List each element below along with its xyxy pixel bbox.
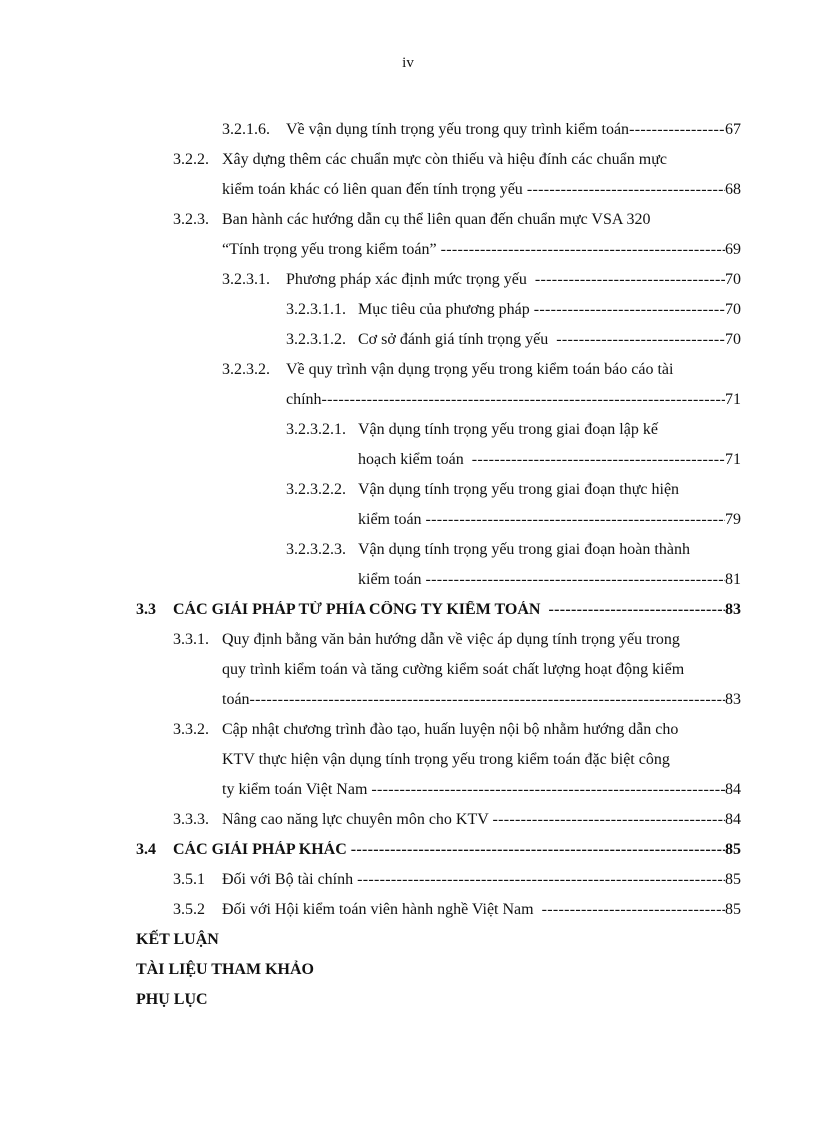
toc-title: quy trình kiểm toán và tăng cường kiểm soát chất lượng hoạt động kiểm (222, 661, 685, 678)
toc-number: 3.2.3. (173, 211, 209, 228)
toc-page: 85 (725, 871, 741, 888)
toc-entry[interactable] (0, 806, 816, 836)
toc-entry[interactable] (0, 326, 816, 356)
toc-page: 84 (725, 781, 741, 798)
toc-number: 3.2.3.2.3. (286, 541, 346, 558)
page-number: iv (402, 55, 414, 71)
leader-dots (629, 121, 725, 139)
leader-dots (371, 781, 725, 799)
toc-title: Phương pháp xác định mức trọng yếu (286, 271, 535, 288)
toc-section-references[interactable] (0, 956, 816, 986)
toc-number: 3.3 (136, 601, 156, 618)
leader-dots (534, 301, 725, 319)
leader-dots (441, 241, 725, 259)
toc-entry-continuation (0, 236, 816, 266)
toc-entry[interactable] (0, 476, 816, 506)
toc-page: 85 (725, 841, 741, 858)
toc-entry[interactable] (0, 266, 816, 296)
toc-title: Ban hành các hướng dẫn cụ thể liên quan đến chuẩn mực VSA 320 (222, 211, 651, 228)
toc-number: 3.2.3.2. (222, 361, 270, 378)
toc-title: “Tính trọng yếu trong kiểm toán” (222, 241, 441, 258)
leader-dots (426, 511, 725, 529)
leader-dots (527, 181, 725, 199)
toc-page: 70 (725, 271, 741, 288)
toc-title: Về quy trình vận dụng trọng yếu trong kiểm toán báo cáo tài (286, 361, 674, 378)
leader-dots (535, 271, 725, 289)
leader-dots (548, 601, 725, 619)
toc-number: 3.5.2 (173, 901, 205, 918)
toc-page: 71 (725, 451, 741, 468)
toc-title: kiểm toán (358, 571, 426, 588)
toc-title: toán (222, 691, 250, 708)
toc-entry-continuation (0, 506, 816, 536)
toc-entry-continuation (0, 386, 816, 416)
toc-number: 3.3.1. (173, 631, 209, 648)
toc-page: 68 (725, 181, 741, 198)
leader-dots (357, 871, 725, 889)
toc-entry-continuation (0, 656, 816, 686)
toc-number: 3.3.3. (173, 811, 209, 828)
toc-entry[interactable] (0, 896, 816, 926)
toc-title: Xây dựng thêm các chuẩn mực còn thiếu và hiệu đính các chuẩn mực (222, 151, 667, 168)
toc-page: 71 (725, 391, 741, 408)
toc-entry[interactable] (0, 866, 816, 896)
toc-entry-continuation (0, 686, 816, 716)
leader-dots (493, 811, 725, 829)
toc-number: 3.3.2. (173, 721, 209, 738)
toc-number: 3.5.1 (173, 871, 205, 888)
toc-title: KẾT LUẬN (136, 931, 219, 948)
toc-title: Đối với Hội kiểm toán viên hành nghề Việt Nam (222, 901, 542, 918)
toc-number: 3.2.3.1. (222, 271, 270, 288)
toc-title: CÁC GIẢI PHÁP TỪ PHÍA CÔNG TY KIỂM TOÁN (173, 601, 549, 618)
toc-section-conclusion[interactable] (0, 926, 816, 956)
toc-entry-continuation (0, 746, 816, 776)
toc-entry-continuation (0, 566, 816, 596)
toc-number: 3.2.3.1.1. (286, 301, 346, 318)
toc-page: 83 (725, 601, 741, 618)
toc-entry[interactable] (0, 716, 816, 746)
toc-title: Quy định bằng văn bản hướng dẫn về việc áp dụng tính trọng yếu trong (222, 631, 680, 648)
toc-title: kiểm toán (358, 511, 426, 528)
toc-number: 3.2.3.1.2. (286, 331, 346, 348)
toc-page: 69 (725, 241, 741, 258)
toc-title: ty kiểm toán Việt Nam (222, 781, 372, 798)
toc-number: 3.2.2. (173, 151, 209, 168)
toc-page: 70 (725, 301, 741, 318)
toc-number: 3.2.3.2.2. (286, 481, 346, 498)
toc-number: 3.2.3.2.1. (286, 421, 346, 438)
toc-section-heading[interactable] (0, 596, 816, 626)
toc-page: 84 (725, 811, 741, 828)
toc-title: TÀI LIỆU THAM KHẢO (136, 961, 314, 978)
toc-number: 3.4 (136, 841, 156, 858)
toc-page: 79 (725, 511, 741, 528)
toc-title: Vận dụng tính trọng yếu trong giai đoạn thực hiện (358, 481, 680, 498)
toc-title: Cập nhật chương trình đào tạo, huấn luyện nội bộ nhằm hướng dẫn cho (222, 721, 679, 738)
toc-page: 67 (725, 121, 741, 138)
toc-page: 81 (725, 571, 741, 588)
toc-section-appendix[interactable] (0, 986, 816, 1016)
leader-dots (351, 841, 725, 859)
toc-entry[interactable] (0, 146, 816, 176)
toc-title: PHỤ LỤC (136, 991, 208, 1008)
toc-number: 3.2.1.6. (222, 121, 270, 138)
toc-title: chính (286, 391, 322, 408)
toc-entry-continuation (0, 776, 816, 806)
toc-title: Mục tiêu của phương pháp (358, 301, 534, 318)
toc-entry[interactable] (0, 356, 816, 386)
toc-page: 83 (725, 691, 741, 708)
toc-title: Vận dụng tính trọng yếu trong giai đoạn hoàn thành (358, 541, 690, 558)
leader-dots (556, 331, 725, 349)
toc-title: kiểm toán khác có liên quan đến tính trọng yếu (222, 181, 527, 198)
toc-title: hoạch kiểm toán (358, 451, 472, 468)
toc-page: 70 (725, 331, 741, 348)
toc-entry[interactable] (0, 206, 816, 236)
toc-page: 85 (725, 901, 741, 918)
toc-entry[interactable] (0, 416, 816, 446)
toc-entry-continuation (0, 176, 816, 206)
leader-dots (322, 391, 725, 409)
toc-title: Nâng cao năng lực chuyên môn cho KTV (222, 811, 493, 828)
toc-entry[interactable] (0, 626, 816, 656)
toc-entry-continuation (0, 446, 816, 476)
leader-dots (426, 571, 725, 589)
toc-title: CÁC GIẢI PHÁP KHÁC (173, 841, 351, 858)
toc-title: Cơ sở đánh giá tính trọng yếu (358, 331, 557, 348)
toc-entry[interactable] (0, 296, 816, 326)
leader-dots (542, 901, 725, 919)
toc-title: KTV thực hiện vận dụng tính trọng yếu trong kiểm toán đặc biệt công (222, 751, 670, 768)
leader-dots (250, 691, 725, 709)
toc-section-heading[interactable] (0, 836, 816, 866)
toc-title: Vận dụng tính trọng yếu trong giai đoạn lập kế (358, 421, 658, 438)
toc-title: Đối với Bộ tài chính (222, 871, 358, 888)
toc-entry[interactable] (0, 536, 816, 566)
toc-entry[interactable] (0, 116, 816, 146)
leader-dots (472, 451, 725, 469)
toc-title: Về vận dụng tính trọng yếu trong quy trình kiểm toán (286, 121, 630, 138)
